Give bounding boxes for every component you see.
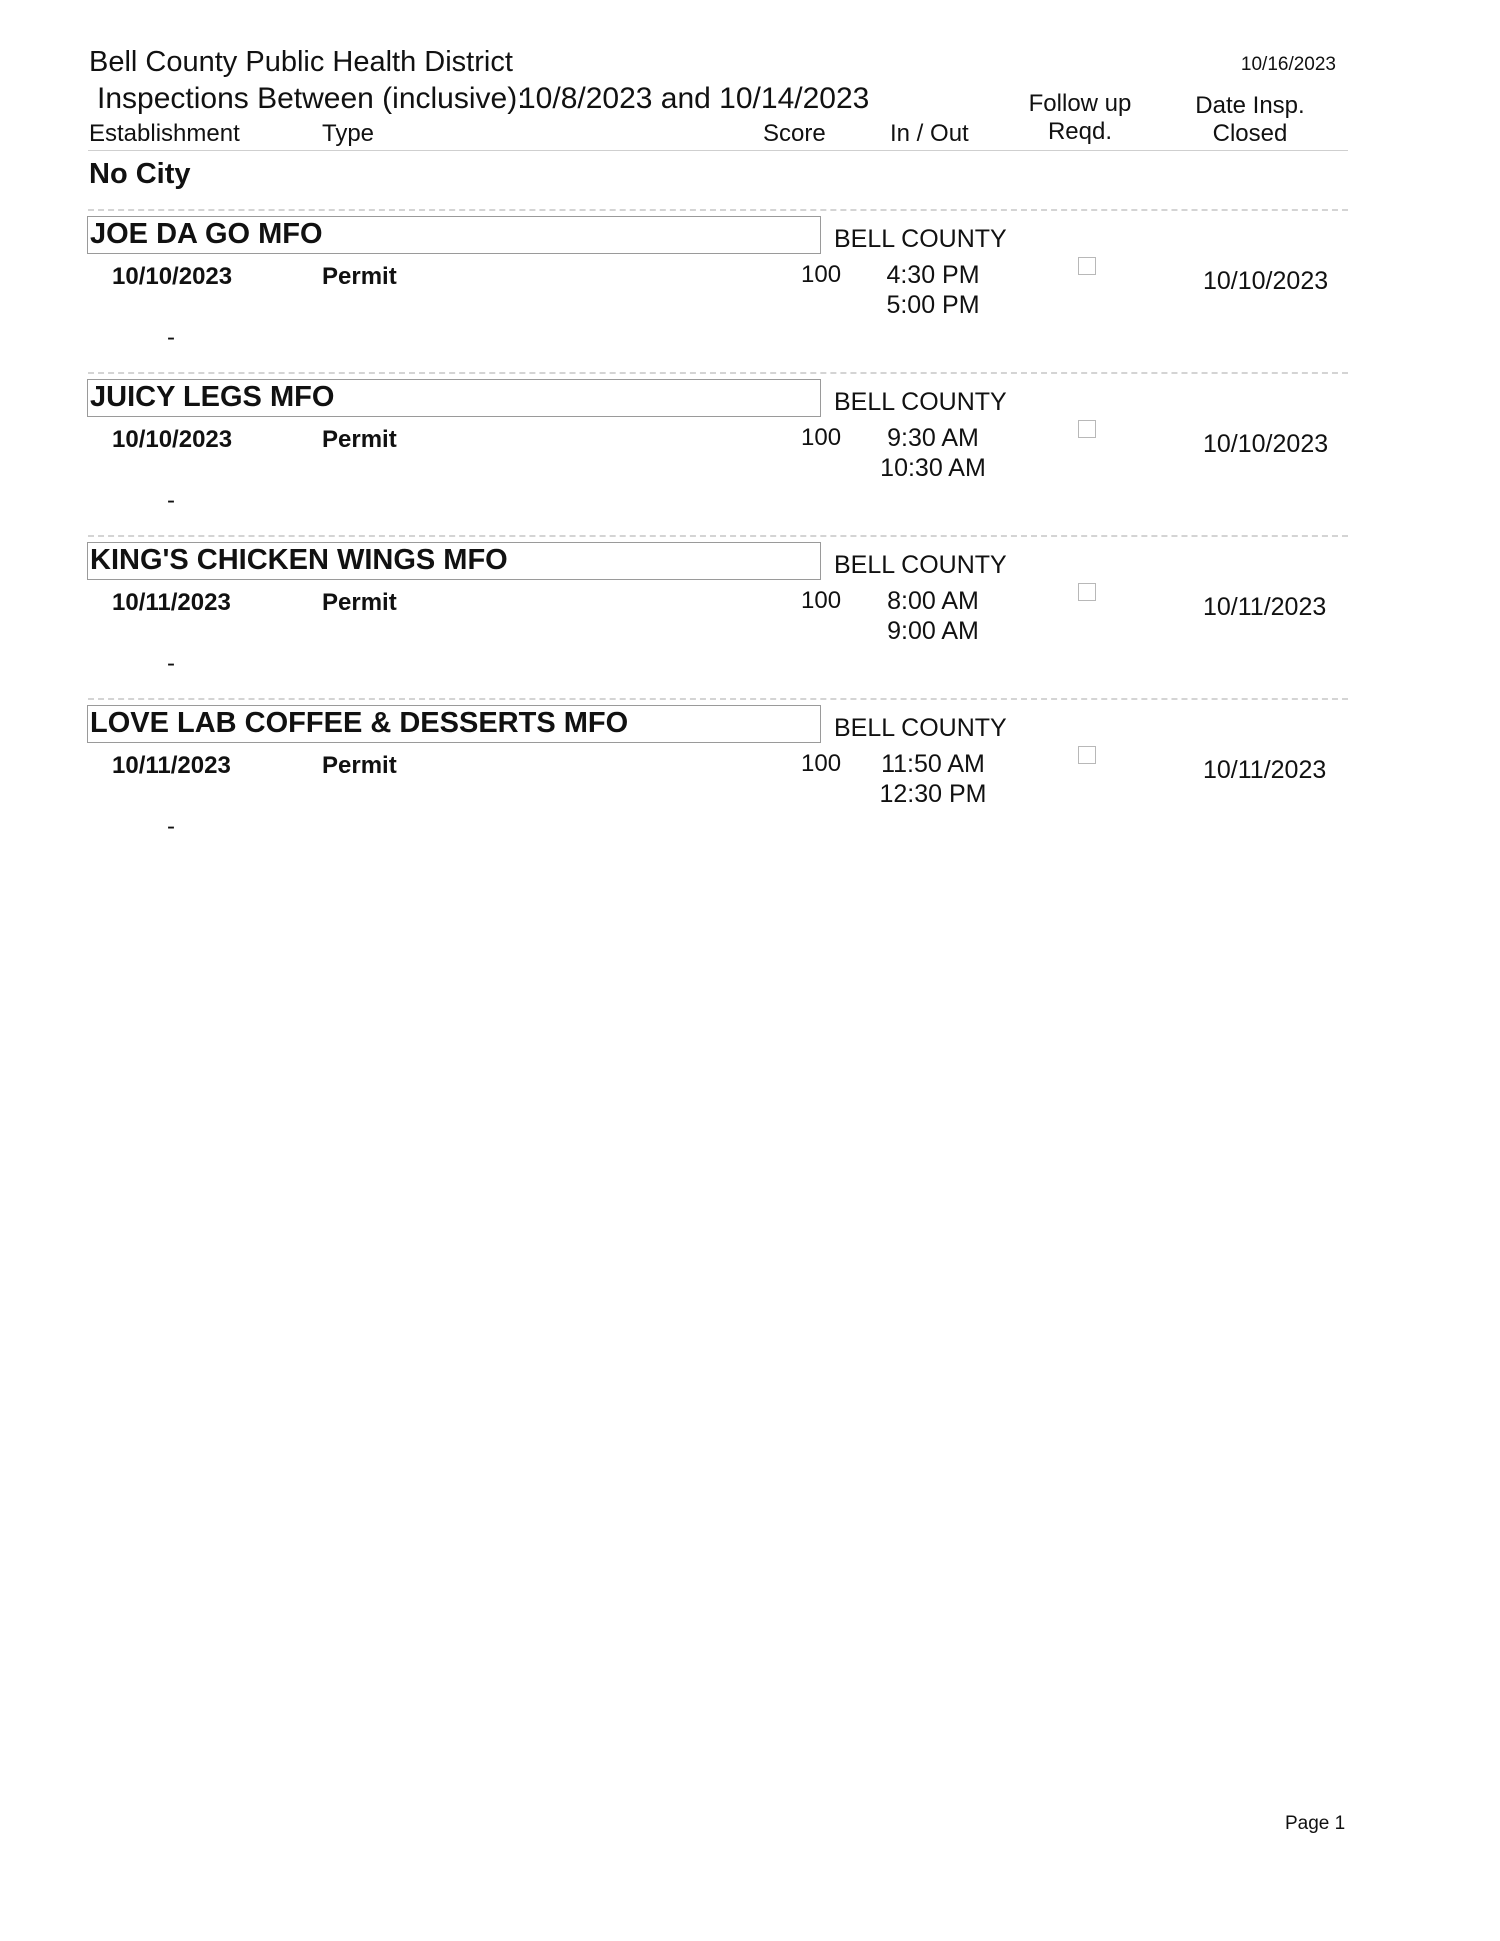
date-inspection-closed: 10/11/2023 (1203, 756, 1327, 784)
inspection-type: Permit (322, 263, 397, 290)
establishment-name-box (87, 216, 821, 254)
establishment-name-box (87, 705, 821, 743)
time-out: 5:00 PM (886, 291, 980, 319)
header-divider (88, 150, 1348, 151)
inspection-date: 10/10/2023 (112, 426, 233, 453)
report-generated-date: 10/16/2023 (1240, 54, 1336, 75)
record-divider (88, 372, 1348, 374)
column-header-type: Type (322, 120, 375, 147)
time-in: 8:00 AM (887, 587, 979, 615)
inspection-date: 10/11/2023 (112, 752, 231, 779)
follow-up-checkbox (1078, 257, 1096, 275)
inspection-type: Permit (322, 426, 397, 453)
column-header-in-out: In / Out (890, 120, 969, 147)
record-divider (88, 698, 1348, 700)
comment-placeholder: - (167, 487, 175, 514)
follow-up-checkbox (1078, 420, 1096, 438)
follow-up-checkbox (1078, 583, 1096, 601)
time-in: 4:30 PM (886, 261, 980, 289)
establishment-name-box (87, 379, 821, 417)
inspection-date: 10/11/2023 (112, 589, 231, 616)
date-range-label: Inspections Between (inclusive): (97, 82, 526, 115)
inspection-score: 100 (801, 750, 842, 777)
inspection-type: Permit (322, 752, 397, 779)
inspection-score: 100 (801, 587, 842, 614)
time-in: 11:50 AM (881, 750, 985, 778)
time-in: 9:30 AM (887, 424, 979, 452)
inspection-score: 100 (801, 424, 842, 451)
column-header-score: Score (763, 120, 826, 147)
establishment-name: JOE DA GO MFO (90, 218, 323, 250)
column-header-follow-up (1015, 90, 1145, 146)
date-inspection-closed: 10/10/2023 (1203, 267, 1329, 295)
comment-placeholder: - (167, 324, 175, 351)
date-range-value: 10/8/2023 and 10/14/2023 (519, 82, 870, 115)
establishment-name: LOVE LAB COFFEE & DESSERTS MFO (90, 707, 629, 739)
date-inspection-closed: 10/11/2023 (1203, 593, 1327, 621)
column-header-date-closed-line2: Closed (1212, 120, 1288, 147)
county-label: BELL COUNTY (834, 388, 1007, 416)
establishment-name-box (87, 542, 821, 580)
comment-placeholder: - (167, 813, 175, 840)
record-divider (88, 209, 1348, 211)
establishment-name: JUICY LEGS MFO (90, 381, 335, 413)
time-out: 12:30 PM (879, 780, 987, 808)
county-label: BELL COUNTY (834, 551, 1007, 579)
inspection-date: 10/10/2023 (112, 263, 233, 290)
column-header-follow-up-line2: Reqd. (1047, 118, 1113, 145)
column-header-establishment: Establishment (89, 120, 240, 147)
follow-up-checkbox (1078, 746, 1096, 764)
city-group-heading: No City (89, 158, 191, 190)
time-out: 9:00 AM (887, 617, 979, 645)
organization-title: Bell County Public Health District (89, 46, 513, 78)
inspection-score: 100 (801, 261, 842, 288)
page-number: Page 1 (1285, 1813, 1346, 1834)
column-header-date-closed (1185, 92, 1315, 148)
establishment-name: KING'S CHICKEN WINGS MFO (90, 544, 508, 576)
column-header-follow-up-line1: Follow up (1028, 90, 1132, 117)
date-inspection-closed: 10/10/2023 (1203, 430, 1329, 458)
inspection-type: Permit (322, 589, 397, 616)
comment-placeholder: - (167, 650, 175, 677)
county-label: BELL COUNTY (834, 225, 1007, 253)
column-header-date-closed-line1: Date Insp. (1195, 92, 1305, 119)
time-out: 10:30 AM (880, 454, 986, 482)
record-divider (88, 535, 1348, 537)
county-label: BELL COUNTY (834, 714, 1007, 742)
